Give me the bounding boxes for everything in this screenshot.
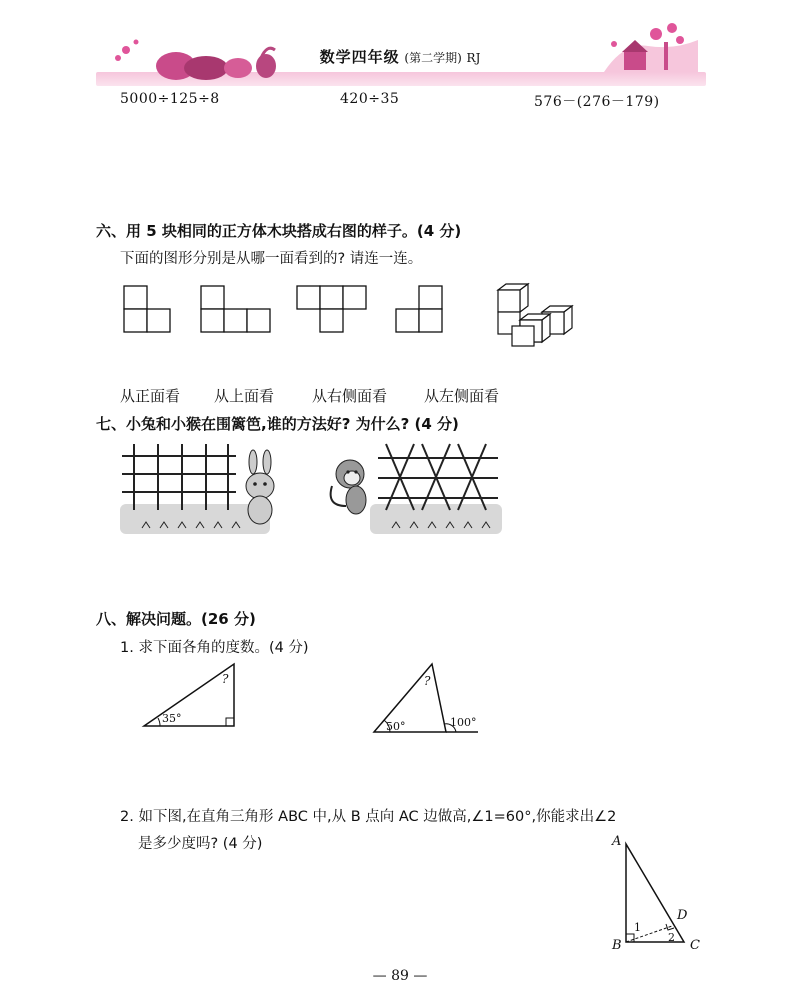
label-angle-2: 2 bbox=[668, 931, 675, 944]
expression-2: 420÷35 bbox=[340, 91, 400, 107]
tri2-angle-50: 50° bbox=[386, 720, 406, 733]
tri2-angle-unknown: ? bbox=[424, 674, 431, 688]
label-b: B bbox=[612, 938, 622, 953]
view-label-top: 从上面看 bbox=[214, 387, 275, 405]
view-shape-2 bbox=[201, 286, 273, 334]
q8-title: 八、解决问题。(26 分) bbox=[96, 610, 256, 628]
triangle-1 bbox=[140, 660, 240, 730]
expression-1: 5000÷125÷8 bbox=[120, 91, 220, 107]
label-angle-1: 1 bbox=[634, 921, 641, 934]
view-label-left: 从左侧面看 bbox=[424, 387, 500, 405]
label-c: C bbox=[690, 938, 700, 953]
header-subtitle: (第二学期) bbox=[404, 51, 462, 65]
monkey-icon bbox=[331, 460, 366, 514]
q6-instruction: 下面的图形分别是从哪一面看到的? 请连一连。 bbox=[120, 251, 423, 267]
tri1-angle-35: 35° bbox=[162, 712, 182, 725]
view-shape-4 bbox=[396, 286, 444, 334]
q7-title: 七、小兔和小猴在围篱笆,谁的方法好? 为什么? (4 分) bbox=[96, 415, 459, 433]
tri2-angle-100: 100° bbox=[450, 716, 477, 729]
label-d: D bbox=[677, 908, 688, 923]
q8-p1-text: 1. 求下面各角的度数。(4 分) bbox=[120, 640, 309, 656]
tri1-angle-unknown: ? bbox=[222, 672, 229, 686]
view-label-right: 从右侧面看 bbox=[312, 387, 388, 405]
q6-title: 六、用 5 块相同的正方体木块搭成右图的样子。(4 分) bbox=[96, 222, 462, 240]
header-title bbox=[0, 46, 800, 67]
monkey-fence-illustration bbox=[328, 440, 508, 540]
expression-3: 576－(276－179) bbox=[534, 94, 660, 110]
q8-p2-line1: 2. 如下图,在直角三角形 ABC 中,从 B 点向 AC 边做高,∠1=60°,你能求出∠2 bbox=[120, 809, 617, 825]
label-a: A bbox=[612, 834, 622, 849]
view-shape-1 bbox=[124, 286, 172, 334]
view-shape-3 bbox=[297, 286, 369, 334]
header-main-title: 数学四年级 bbox=[319, 48, 400, 66]
q8-p2-line2: 是多少度吗? (4 分) bbox=[138, 836, 263, 852]
view-label-front: 从正面看 bbox=[120, 387, 181, 405]
header-edition: RJ bbox=[466, 51, 481, 65]
cube-arrangement-figure bbox=[492, 280, 582, 350]
page-number: — 89 — bbox=[372, 968, 428, 984]
rabbit-icon bbox=[246, 450, 274, 524]
rabbit-fence-illustration bbox=[120, 440, 290, 540]
